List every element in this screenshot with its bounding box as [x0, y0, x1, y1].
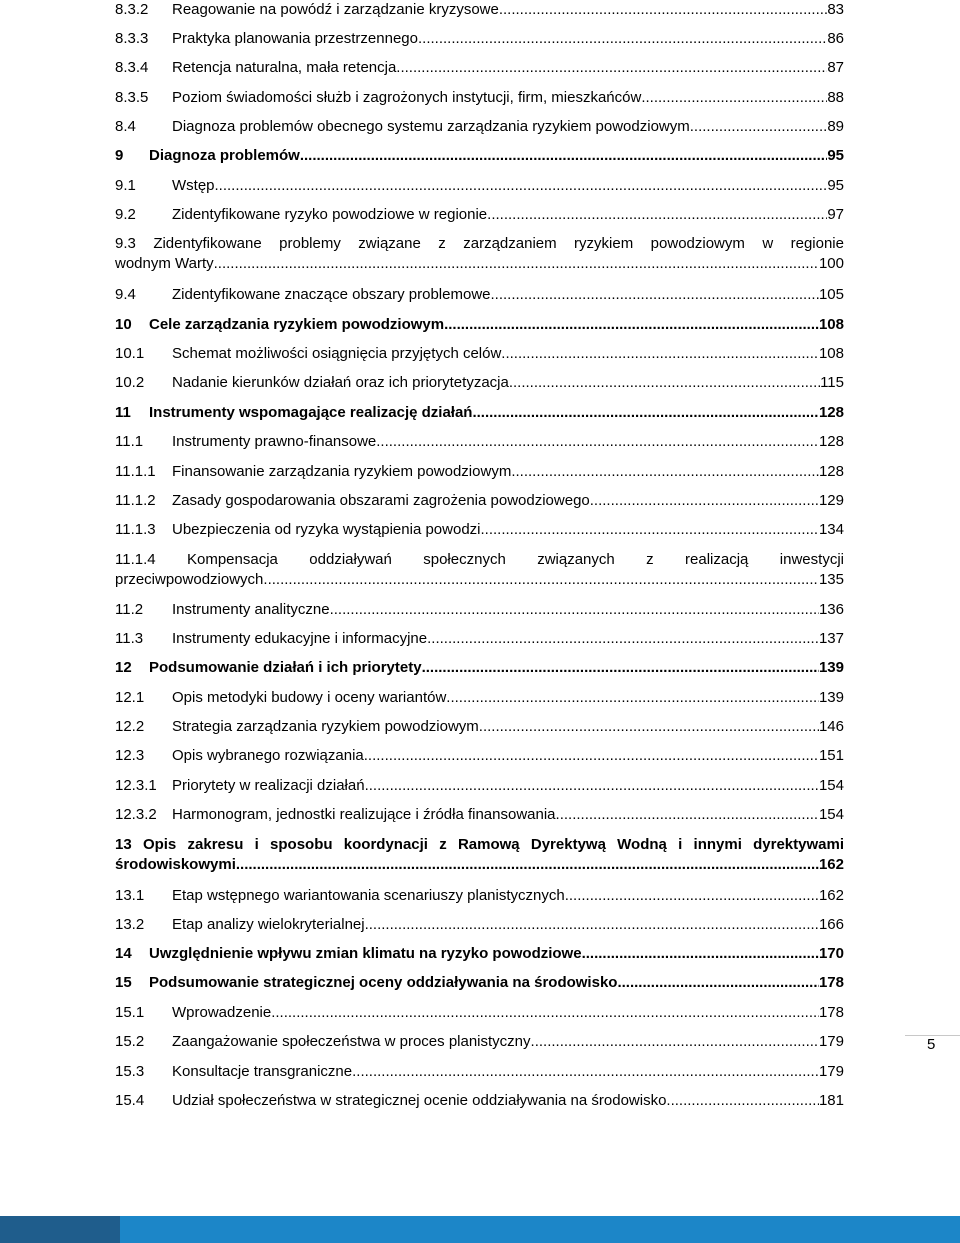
toc-entry[interactable]	[115, 373, 844, 393]
toc-title: Reagowanie na powódź i zarządzanie kryzysowe	[172, 1, 499, 18]
toc-page: 83	[827, 1, 844, 18]
toc-leader	[472, 403, 819, 423]
toc-page: 139	[818, 659, 844, 676]
toc-title: Harmonogram, jednostki realizujące i źródła finansowania	[172, 806, 556, 823]
toc-title: Diagnoza problemów	[149, 147, 300, 164]
toc-title: Wprowadzenie	[172, 1004, 272, 1021]
toc-entry[interactable]	[115, 746, 844, 766]
toc-title: Cele zarządzania ryzykiem powodziowym	[149, 316, 445, 333]
toc-title: Udział społeczeństwa w strategicznej ocenie oddziaływania na środowisko	[172, 1092, 667, 1109]
toc-number: 15.3	[115, 1063, 145, 1080]
toc-title: Instrumenty analityczne	[172, 601, 330, 618]
toc-leader	[565, 886, 819, 906]
toc-page: 139	[818, 689, 844, 706]
toc-number: 15.1	[115, 1004, 145, 1021]
toc-number: 8.4	[115, 118, 136, 135]
toc-entry[interactable]	[115, 462, 844, 482]
toc-leader	[236, 855, 819, 875]
toc-leader	[427, 629, 819, 649]
toc-leader	[509, 373, 820, 393]
toc-title: Retencja naturalna, mała retencja	[172, 59, 397, 76]
toc-page: 136	[818, 601, 844, 618]
toc-title: Zidentyfikowane znaczące obszary problemowe	[172, 286, 491, 303]
toc-page: 108	[818, 316, 844, 333]
toc-page: 88	[827, 89, 844, 106]
toc-page: 135	[818, 571, 844, 588]
toc-leader	[582, 944, 819, 964]
toc-number: 11.1.4	[115, 551, 156, 568]
toc-leader	[330, 600, 819, 620]
toc-title-continued: środowiskowymi	[115, 856, 236, 873]
toc-page: 97	[827, 206, 844, 223]
toc-leader	[214, 254, 819, 274]
toc-page: 162	[818, 856, 844, 873]
toc-title: Diagnoza problemów obecnego systemu zarządzania ryzykiem powodziowym	[172, 118, 690, 135]
toc-number: 9.3	[115, 235, 136, 252]
toc-page: 181	[818, 1092, 844, 1109]
footer-bar	[0, 1216, 960, 1243]
toc-number: 9.4	[115, 286, 136, 303]
toc-title: Ubezpieczenia od ryzyka wystąpienia powodzi	[172, 521, 481, 538]
toc-leader	[263, 570, 819, 590]
toc-page: 166	[818, 916, 844, 933]
toc-number: 15.4	[115, 1092, 145, 1109]
toc-number: 8.3.4	[115, 59, 149, 76]
toc-entry-chapter[interactable]	[115, 403, 844, 423]
toc-leader	[365, 776, 819, 796]
toc-page: 105	[818, 286, 844, 303]
toc-leader	[376, 432, 819, 452]
toc-title-continued: wodnym Warty	[115, 255, 214, 272]
toc-entry[interactable]	[115, 234, 844, 274]
toc-page: 128	[818, 404, 844, 421]
toc-number: 11.1.2	[115, 492, 156, 509]
page-number: 5	[927, 1036, 936, 1053]
toc-entry[interactable]	[115, 805, 844, 825]
toc-leader	[501, 344, 819, 364]
toc-page: 134	[818, 521, 844, 538]
toc-entry[interactable]	[115, 491, 844, 511]
toc-title: Opis zakresu i sposobu koordynacji z Ramową Dyrektywą Wodną i innymi dyrektywami	[142, 836, 844, 853]
toc-number: 11.1	[115, 433, 144, 450]
toc-leader	[364, 746, 819, 766]
toc-page: 87	[827, 59, 844, 76]
toc-title: Poziom świadomości służb i zagrożonych instytucji, firm, mieszkańców	[172, 89, 642, 106]
toc-title: Instrumenty edukacyjne i informacyjne	[172, 630, 428, 647]
toc-title: Priorytety w realizacji działań	[172, 777, 365, 794]
toc-leader	[352, 1062, 819, 1082]
toc-entry[interactable]	[115, 432, 844, 452]
toc-page: 154	[818, 777, 844, 794]
toc-title: Zasady gospodarowania obszarami zagrożenia powodziowego	[172, 492, 590, 509]
toc-entry[interactable]	[115, 205, 844, 225]
toc-page: 146	[818, 718, 844, 735]
toc-title: Etap analizy wielokryterialnej	[172, 916, 365, 933]
footer-bar-light-segment	[120, 1216, 960, 1243]
toc-entry[interactable]	[115, 550, 844, 590]
toc-entry[interactable]	[115, 58, 844, 78]
toc-entry[interactable]	[115, 285, 844, 305]
toc-title: Instrumenty prawno-finansowe	[172, 433, 377, 450]
toc-title: Finansowanie zarządzania ryzykiem powodziowym	[172, 463, 512, 480]
toc-number: 15	[115, 974, 132, 991]
toc-leader	[617, 973, 819, 993]
toc-number: 12.3	[115, 747, 145, 764]
toc-entry[interactable]	[115, 29, 844, 49]
toc-entry[interactable]	[115, 600, 844, 620]
toc-title: Podsumowanie strategicznej oceny oddziaływania na środowisko	[149, 974, 618, 991]
toc-leader	[666, 1091, 819, 1111]
toc-entry[interactable]	[115, 88, 844, 108]
toc-entry[interactable]	[115, 1003, 844, 1023]
toc-number: 11	[115, 404, 131, 421]
toc-number: 10.1	[115, 345, 145, 362]
toc-leader	[481, 520, 819, 540]
toc-entry[interactable]	[115, 344, 844, 364]
toc-page: 129	[818, 492, 844, 509]
toc-number: 12.2	[115, 718, 145, 735]
toc-number: 8.3.5	[115, 89, 149, 106]
toc-page: 151	[818, 747, 844, 764]
toc-entry[interactable]	[115, 176, 844, 196]
toc-leader	[590, 491, 819, 511]
toc-title: Wstęp	[172, 177, 215, 194]
toc-leader	[446, 688, 819, 708]
toc-number: 14	[115, 945, 132, 962]
toc-page: 170	[818, 945, 844, 962]
toc-leader	[479, 717, 819, 737]
toc-title: Zidentyfikowane ryzyko powodziowe w regionie	[172, 206, 488, 223]
toc-title-continued: przeciwpowodziowych	[115, 571, 264, 588]
toc-number: 12.3.2	[115, 806, 157, 823]
toc-number: 13	[115, 836, 132, 853]
toc-leader	[396, 58, 827, 78]
toc-title: Schemat możliwości osiągnięcia przyjętych celów	[172, 345, 502, 362]
toc-page: 179	[818, 1033, 844, 1050]
toc-entry[interactable]	[115, 776, 844, 796]
toc-title: Zidentyfikowane problemy związane z zarządzaniem ryzykiem powodziowym w regionie	[153, 235, 844, 252]
toc-number: 9.2	[115, 206, 136, 223]
toc-leader	[511, 462, 819, 482]
toc-leader	[487, 205, 827, 225]
toc-number: 10.2	[115, 374, 145, 391]
toc-number: 12.1	[115, 689, 145, 706]
toc-title: Konsultacje transgraniczne	[172, 1063, 353, 1080]
toc-leader	[215, 176, 828, 196]
toc-title: Instrumenty wspomagające realizację działań	[149, 404, 473, 421]
toc-entry[interactable]	[115, 1091, 844, 1111]
toc-entry[interactable]	[115, 1032, 844, 1052]
toc-title: Praktyka planowania przestrzennego	[172, 30, 418, 47]
toc-title: Zaangażowanie społeczeństwa w proces planistyczny	[172, 1033, 531, 1050]
toc-page: 95	[827, 147, 844, 164]
toc-number: 15.2	[115, 1033, 145, 1050]
toc-number: 11.1.3	[115, 521, 156, 538]
toc-leader	[422, 658, 819, 678]
toc-page: 128	[818, 433, 844, 450]
toc-number: 13.1	[115, 887, 145, 904]
toc-title: Opis metodyki budowy i oceny wariantów	[172, 689, 447, 706]
toc-entry[interactable]	[115, 629, 844, 649]
toc-page: 128	[818, 463, 844, 480]
toc-number: 9.1	[115, 177, 136, 194]
footer-bar-dark-segment	[0, 1216, 120, 1243]
toc-page: 108	[818, 345, 844, 362]
toc-leader	[365, 915, 819, 935]
toc-page: 89	[827, 118, 844, 135]
toc-page: 178	[818, 974, 844, 991]
toc-entry-chapter[interactable]	[115, 973, 844, 993]
toc-leader	[271, 1003, 819, 1023]
toc-leader	[556, 805, 819, 825]
toc-leader	[499, 0, 827, 20]
toc-page: 115	[820, 374, 844, 391]
toc-leader	[300, 146, 827, 166]
toc-leader	[641, 88, 827, 108]
toc-number: 9	[115, 147, 124, 164]
toc-leader	[531, 1032, 819, 1052]
toc-page: 137	[818, 630, 844, 647]
toc-number: 11.2	[115, 601, 144, 618]
toc-entry[interactable]	[115, 0, 844, 20]
toc-leader	[418, 29, 827, 49]
toc-page: 86	[827, 30, 844, 47]
toc-entry[interactable]	[115, 886, 844, 906]
toc-leader	[690, 117, 828, 137]
toc-number: 11.3	[115, 630, 144, 647]
toc-title: Opis wybranego rozwiązania	[172, 747, 364, 764]
toc-page: 162	[818, 887, 844, 904]
toc-entry-chapter[interactable]	[115, 944, 844, 964]
toc-entry[interactable]	[115, 688, 844, 708]
toc-entry-chapter[interactable]	[115, 315, 844, 335]
toc-entry[interactable]	[115, 717, 844, 737]
toc-title: Etap wstępnego wariantowania scenariuszy planistycznych	[172, 887, 565, 904]
toc-number: 13.2	[115, 916, 145, 933]
toc-number: 10	[115, 316, 132, 333]
toc-leader	[491, 285, 819, 305]
toc-page: 154	[818, 806, 844, 823]
toc-entry-chapter[interactable]	[115, 835, 844, 875]
toc-entry[interactable]	[115, 520, 844, 540]
toc-leader	[444, 315, 819, 335]
toc-page: 100	[818, 255, 844, 272]
toc-title: Uwzględnienie wpływu zmian klimatu na ryzyko powodziowe	[149, 945, 582, 962]
toc-entry[interactable]	[115, 915, 844, 935]
toc-entry-chapter[interactable]	[115, 146, 844, 166]
toc-page: 95	[827, 177, 844, 194]
toc-number: 12	[115, 659, 132, 676]
toc-number: 8.3.2	[115, 1, 149, 18]
toc-title: Nadanie kierunków działań oraz ich priorytetyzacja	[172, 374, 509, 391]
toc-title: Strategia zarządzania ryzykiem powodziowym	[172, 718, 479, 735]
toc-number: 12.3.1	[115, 777, 157, 794]
toc-page: 179	[818, 1063, 844, 1080]
toc-entry[interactable]	[115, 117, 844, 137]
toc-title: Kompensacja oddziaływań społecznych związanych z realizacją inwestycji	[187, 551, 844, 568]
toc-number: 8.3.3	[115, 30, 149, 47]
toc-number: 11.1.1	[115, 463, 156, 480]
toc-entry[interactable]	[115, 1062, 844, 1082]
toc-page: 178	[818, 1004, 844, 1021]
toc-title: Podsumowanie działań i ich priorytety	[149, 659, 422, 676]
toc-entry-chapter[interactable]	[115, 658, 844, 678]
